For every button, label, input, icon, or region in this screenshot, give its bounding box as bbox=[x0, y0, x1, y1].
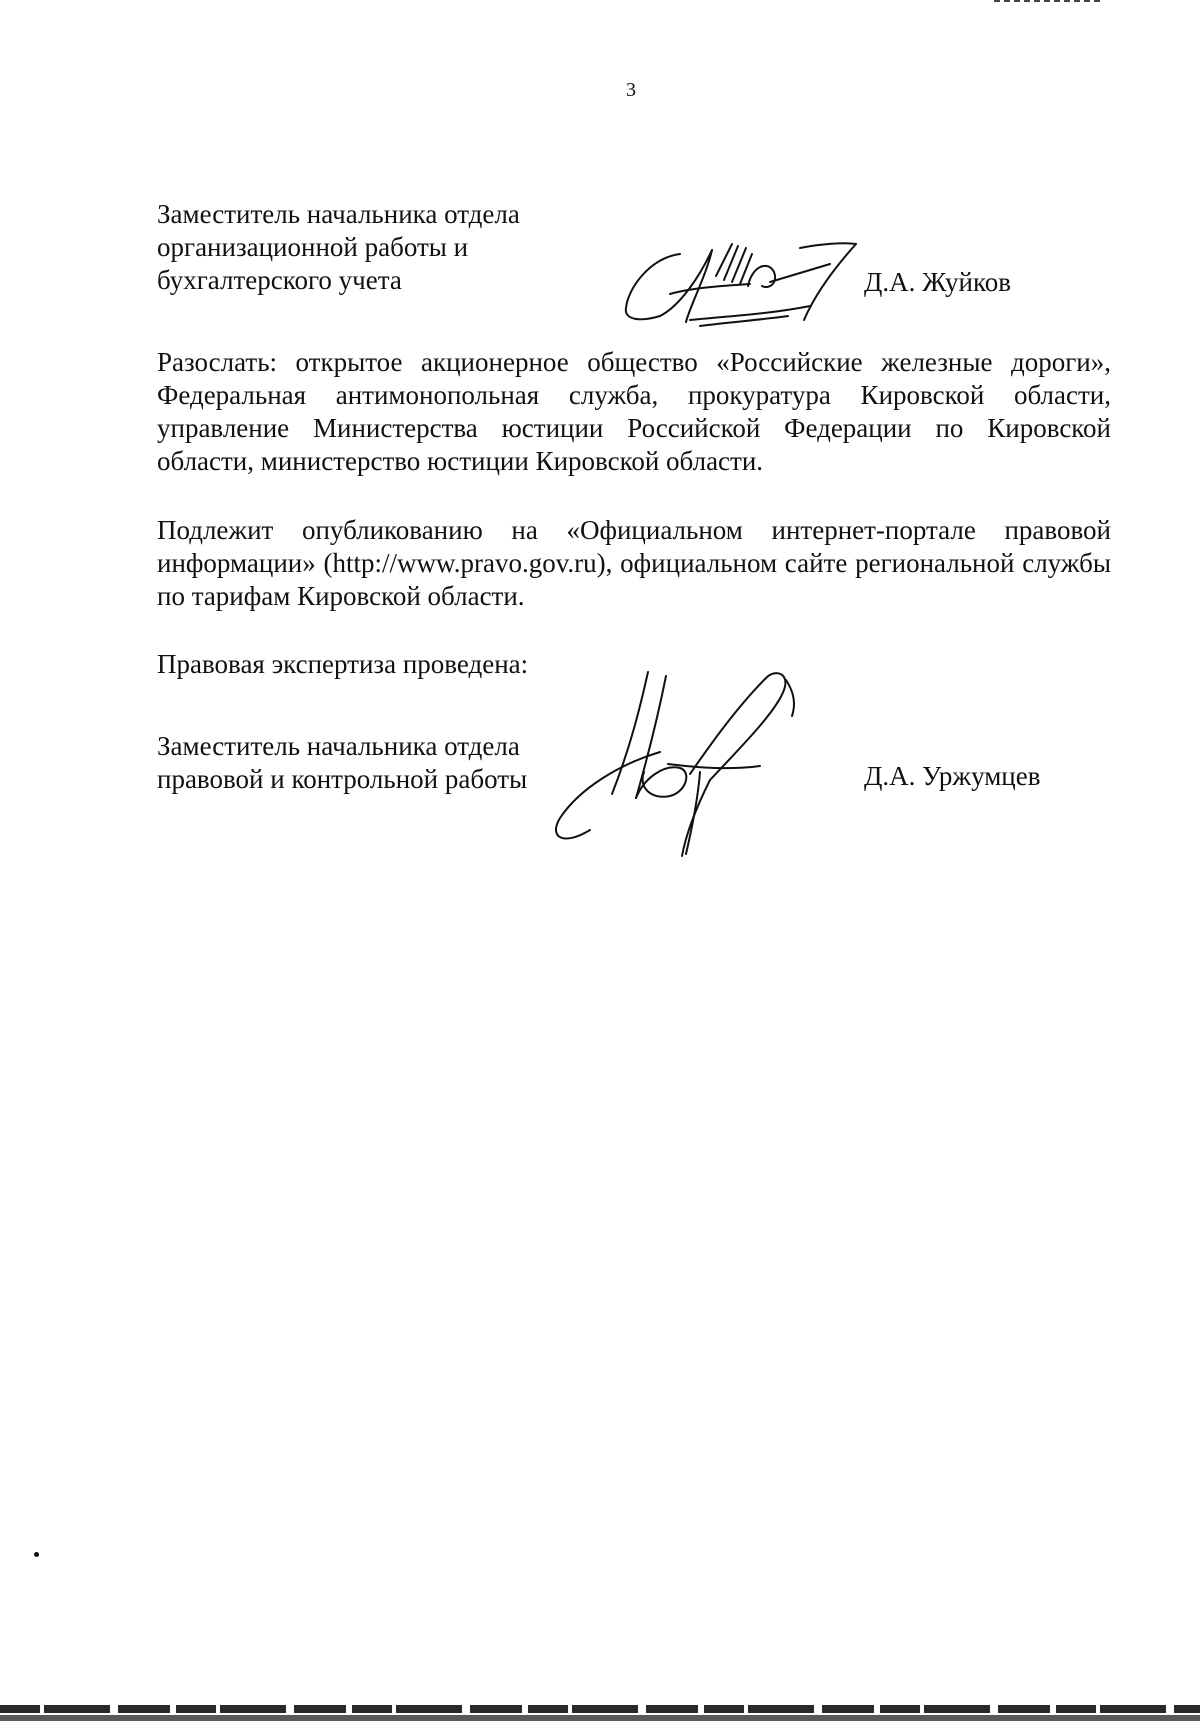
scan-artifact-bottom-edge bbox=[0, 1715, 1200, 1721]
publication-paragraph: Подлежит опубликованию на «Официальном интернет-портале правовой информации» (http://www.pravo.gov.ru), официальном сайте региональной службы по тарифам Кировской области. bbox=[157, 515, 1111, 611]
signatory-2-title-line: правовой и контрольной работы bbox=[157, 764, 528, 794]
signature-2 bbox=[540, 668, 840, 860]
scan-dot-artifact bbox=[34, 1552, 39, 1557]
signatory-2-title-line: Заместитель начальника отдела bbox=[157, 731, 520, 761]
signatory-1-title bbox=[157, 198, 677, 297]
signatory-1-title-line: Заместитель начальника отдела bbox=[157, 199, 520, 229]
distribution-paragraph: Разослать: открытое акционерное общество «Российские железные дороги», Федеральная антимонопольная служба, прокуратура Кировской области, управление Министерства юстиции Российской Федерации по Кировской области, министерство юстиции Кировской области. bbox=[157, 347, 1111, 476]
signatory-1-title-line: бухгалтерского учета bbox=[157, 265, 402, 295]
legal-review-heading: Правовая экспертиза проведена: bbox=[157, 649, 529, 679]
scan-artifact-bottom bbox=[0, 1705, 1200, 1713]
scan-artifact-top bbox=[994, 0, 1104, 2]
signatory-1-name: Д.А. Жуйков bbox=[864, 267, 1011, 297]
signatory-1-title-line: организационной работы и bbox=[157, 232, 469, 262]
signatory-2-name: Д.А. Уржумцев bbox=[864, 761, 1041, 791]
signatory-2-title bbox=[157, 730, 527, 796]
page-number: 3 bbox=[626, 79, 636, 101]
signature-1 bbox=[620, 236, 860, 328]
